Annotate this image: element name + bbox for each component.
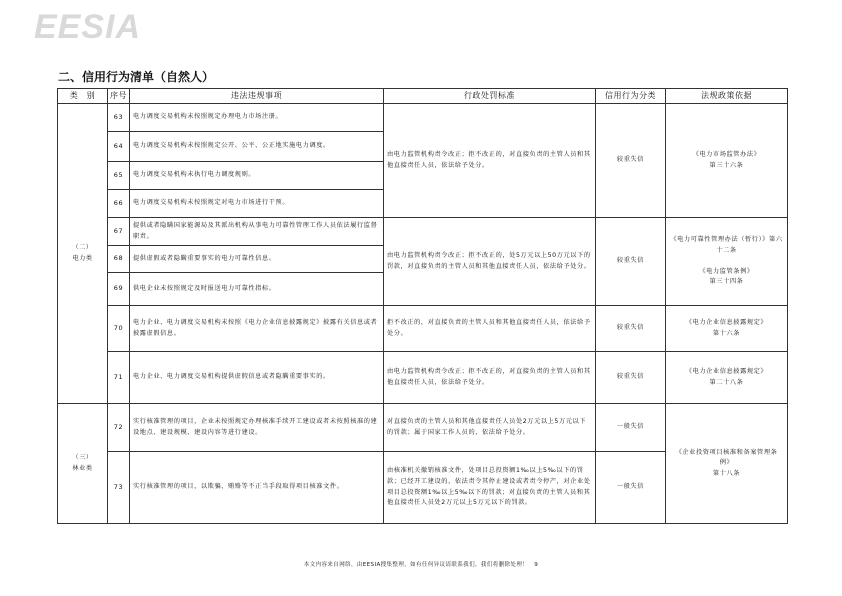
row-number: 65	[108, 162, 130, 190]
table-header-row	[58, 89, 788, 104]
legal-basis-cell: 《企业投资项目核准和备案管理条例》 第十八条	[666, 404, 788, 524]
row-number: 64	[108, 132, 130, 162]
row-number: 63	[108, 104, 130, 132]
classification-cell: 较重失信	[596, 306, 666, 352]
row-number: 72	[108, 404, 130, 452]
legal-basis-cell: 《电力企业信息披露规定》 第十六条	[666, 306, 788, 352]
classification-cell: 一般失信	[596, 404, 666, 452]
classification-cell: 一般失信	[596, 452, 666, 524]
violation-cell: 电力调度交易机构未按照规定办理电力市场注册。	[130, 104, 384, 132]
violation-cell: 电力企业、电力调度交易机构未按照《电力企业信息披露规定》披露有关信息或者披露虚假信息。	[130, 306, 384, 352]
row-number: 66	[108, 190, 130, 218]
header-penalty: 行政处罚标准	[384, 89, 596, 104]
classification-cell: 较重失信	[596, 104, 666, 218]
penalty-cell: 由电力监管机构责令改正；拒不改正的，处5万元以上50万元以下的罚款，对直接负责的主管人员和其他直接责任人员，依法给予处分。	[384, 218, 596, 306]
row-number: 69	[108, 273, 130, 306]
violation-cell: 提供虚假或者隐瞒重要事实的电力可靠性信息。	[130, 246, 384, 273]
category-cell: （二） 电力类	[58, 104, 108, 404]
row-number: 73	[108, 452, 130, 524]
violation-cell: 提供或者隐瞒国家能源局及其派出机构从事电力可靠性管理工作人员依法履行监督职责。	[130, 218, 384, 246]
table-row	[58, 352, 788, 404]
violation-cell: 电力企业、电力调度交易机构提供虚假信息或者隐瞒重要事实的。	[130, 352, 384, 404]
violation-cell: 电力调度交易机构未按照规定公开、公平、公正地实施电力调度。	[130, 132, 384, 162]
page-number: 9	[534, 562, 539, 568]
penalty-cell: 对直接负责的主管人员和其他直接责任人员处2万元以上5万元以下的罚款；属于国家工作人员的，依法给予处分。	[384, 404, 596, 452]
row-number: 70	[108, 306, 130, 352]
table-row	[58, 104, 788, 132]
table-row	[58, 404, 788, 452]
violation-cell: 电力调度交易机构未按照规定对电力市场进行干预。	[130, 190, 384, 218]
penalty-cell: 由电力监管机构责令改正；拒不改正的，对直接负责的主管人员和其他直接责任人员，依法给予处分。	[384, 104, 596, 218]
header-category: 类 别	[58, 89, 108, 104]
category-cell: （三） 林业类	[58, 404, 108, 524]
header-classification: 信用行为分类	[596, 89, 666, 104]
legal-basis-cell: 《电力企业信息披露规定》 第二十八条	[666, 352, 788, 404]
table-row	[58, 306, 788, 352]
page-footer	[0, 560, 842, 568]
header-legal-basis: 法规政策依据	[666, 89, 788, 104]
eesia-logo: EESIA	[34, 8, 142, 46]
row-number: 68	[108, 246, 130, 273]
table-row	[58, 218, 788, 246]
footer-disclaimer: 本文内容来自网络，由EESIA搜集整理，如有任何异议请联系我们，我们将删除处理！	[303, 562, 529, 568]
penalty-cell: 由电力监管机构责令改正；拒不改正的，对直接负责的主管人员和其他直接责任人员，依法给予处分。	[384, 352, 596, 404]
page-title: 二、信用行为清单（自然人）	[58, 70, 215, 84]
row-number: 71	[108, 352, 130, 404]
header-number: 序号	[108, 89, 130, 104]
classification-cell: 较重失信	[596, 352, 666, 404]
header-violation: 违法违规事项	[130, 89, 384, 104]
legal-basis-cell: 《电力市场监管办法》 第三十六条	[666, 104, 788, 218]
classification-cell: 较重失信	[596, 218, 666, 306]
violation-cell: 供电企业未按照规定及时报送电力可靠性指标。	[130, 273, 384, 306]
violation-cell: 电力调度交易机构未执行电力调度规则。	[130, 162, 384, 190]
violation-cell: 实行核准管理的项目，以欺骗、贿赂等不正当手段取得项目核准文件。	[130, 452, 384, 524]
row-number: 67	[108, 218, 130, 246]
violation-cell: 实行核准管理的项目，企业未按照规定办理核准手续开工建设或者未按照核准的建设地点、建设规模、建设内容等进行建设。	[130, 404, 384, 452]
penalty-cell: 拒不改正的，对直接负责的主管人员和其他直接责任人员，依法给予处分。	[384, 306, 596, 352]
legal-basis-cell: 《电力可靠性管理办法（暂行）》第六十二条 《电力监管条例》 第三十四条	[666, 218, 788, 306]
credit-behavior-table	[57, 88, 788, 524]
penalty-cell: 由核准机关撤销核准文件，处项目总投资额1‰以上5‰以下的罚款；已经开工建设的，依法责令其停止建设或者责令停产，对企业处项目总投资额1‰以上5‰以下的罚款；对直接负责的主管人员和其他直接责任人员处2万元以上5万元以下的罚款。	[384, 452, 596, 524]
